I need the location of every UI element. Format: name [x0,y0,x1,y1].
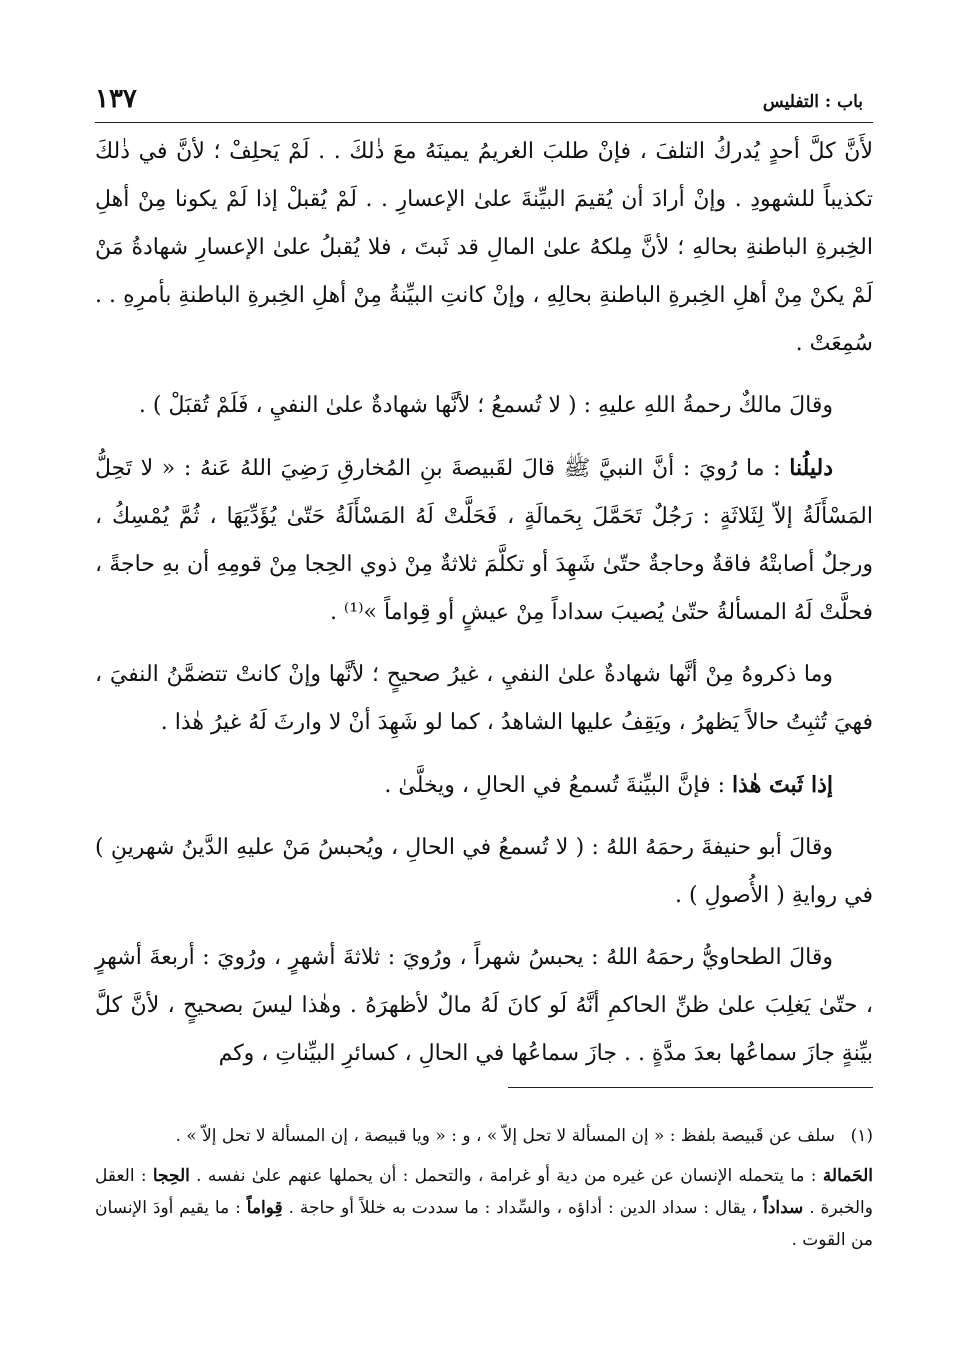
footnote-glossary [95,1160,873,1256]
paragraph-2: وقالَ مالكٌ رحمةُ اللهِ عليهِ : ( لا تُسمعُ ؛ لأنَّها شهادةٌ علىٰ النفيِ ، فَلَمْ تُقبَلْ ) . [138,393,833,418]
footnote-separator [508,1087,873,1088]
page-number: ١٣٧ [95,84,137,114]
footnotes [95,1120,873,1256]
paragraph-7: وقالَ الطحاويُّ رحمَهُ اللهُ : يحبسُ شهراً ، ورُويَ : ثلاثةَ أشهرٍ ، ورُويَ : أربعةَ أشهرٍ ، حتّىٰ يَغلِبَ علىٰ ظنِّ الحاكمِ أنَّهُ لَو كانَ لَهُ مالٌ لأظهرَهُ . وهٰذا ليسَ بصحيحٍ ، لأنَّ كلَّ بيِّنةٍ جازَ سماعُها بعدَ مدَّةٍ . . جازَ سماعُها في الحالِ ، كسائرِ البيِّناتِ ، وكم [95,945,873,1066]
footnote-1 [95,1120,873,1152]
gloss-term-qiwam: قِواماً [246,1198,283,1218]
gloss-def-hija: : العقل والخبرة . [95,1166,873,1218]
running-title: باب : التفليس [762,92,863,112]
page-header [95,82,873,123]
paragraph-4: وما ذكروهُ مِنْ أنَّها شهادةٌ علىٰ النفيِ ، غيرُ صحيحٍ ؛ لأنَّها وإنْ كانتْ تتضمَّنُ النفيَ ، فهيَ تُثبِتُ حالاً يَظهرُ ، ويَقِفُ عليها الشاهدُ ، كما لو شَهِدَ أنْ لا وارثَ لَهُ غيرُ هٰذا . [95,662,873,735]
footnote-1-text: سلف عن قَبيصة بلفظ : « إن المسألة لا تحل إلاّ » ، و : « ويا قبيصة ، إن المسألة لا تحل إلاّ » . [175,1126,835,1146]
paragraph-3 [95,444,873,637]
gloss-term-hija: الحِجا [152,1166,190,1186]
paragraph-5-text: : فإنَّ البيِّنةَ تُسمعُ في الحالِ ، ويخلَّىٰ . [384,773,733,798]
paragraph-3-lead: دليلُنا [789,455,833,481]
paragraph-6: وقالَ أبو حنيفةَ رحمَهُ اللهُ : ( لا تُسمعُ في الحالِ ، ويُحبسُ مَنْ عليهِ الدَّينُ شهرينِ ) في روايةِ ( الأُصولِ ) . [95,835,873,908]
gloss-def-hamala: : ما يتحمله الإنسان عن غيره من دية أو غرامة ، والتحمل : أن يحملها عنهم علىٰ نفسه . [189,1166,823,1186]
paragraph-5-lead: إذا ثَبتَ هٰذا [732,772,833,798]
main-text [95,128,873,1092]
paragraph-3-text: : ما رُويَ : أنَّ النبيَّ ﷺ قالَ لقَبيصةَ بنِ المُخارقِ رَضِيَ اللهُ عَنهُ : « لا تَحِلُّ المَسْأَلَةُ إلاّ لِثَلاثَةٍ : رَجُلٌ تَحَمَّلَ بِحَمالَةٍ ، فَحَلَّتْ لَهُ المَسْأَلَةُ حَتّىٰ يُؤَدِّيَهَا ، ثُمَّ يُمْسِكُ ، ورجلٌ أصابتْهُ فاقةٌ وحاجةٌ حتّىٰ شَهِدَ أو تكلَّمَ ثلاثةٌ مِنْ ذوي الحِجا مِنْ قومِهِ أن بهِ حاجةً ، فحلَّتْ لَهُ المسألةُ حتّىٰ يُصيبَ سداداً مِنْ عيشٍ أو قِواماً »⁽¹⁾ . [95,456,873,625]
gloss-term-hamala: الحَمالة [822,1166,873,1186]
gloss-term-sadad: سداداً [763,1198,804,1218]
gloss-def-qiwam: : ما يقيم أودَ الإنسان من القوت . [95,1198,873,1250]
gloss-def-sadad: ، يقال : سداد الدين : أداؤه ، والسِّداد : ما سددت به خللاً أو حاجة . [282,1198,764,1218]
footnote-1-number: (١) [850,1126,873,1146]
paragraph-5 [95,761,873,810]
paragraph-1: لأَنَّ كلَّ أحدٍ يُدركُ التلفَ ، فإنْ طلبَ الغريمُ يمينَهُ معَ ذٰلكَ . . لَمْ يَحلِفْ ؛ لأنَّ في ذٰلكَ تكذيباً للشهودِ . وإنْ أرادَ أن يُقيمَ البيِّنةَ علىٰ الإعسارِ . . لَمْ يُقبلْ إذا لَمْ يكونا مِنْ أهلِ الخِبرةِ الباطنةِ بحالهِ ؛ لأنَّ مِلكهُ علىٰ المالِ قد ثَبتَ ، فلا يُقبلُ علىٰ الإعسارِ شهادةُ مَنْ لَمْ يكنْ مِنْ أهلِ الخِبرةِ الباطنةِ بحالِهِ ، وإنْ كانتِ البيِّنةُ مِنْ أهلِ الخِبرةِ الباطنةِ بأمرِهِ . . سُمِعَتْ . [95,139,873,356]
